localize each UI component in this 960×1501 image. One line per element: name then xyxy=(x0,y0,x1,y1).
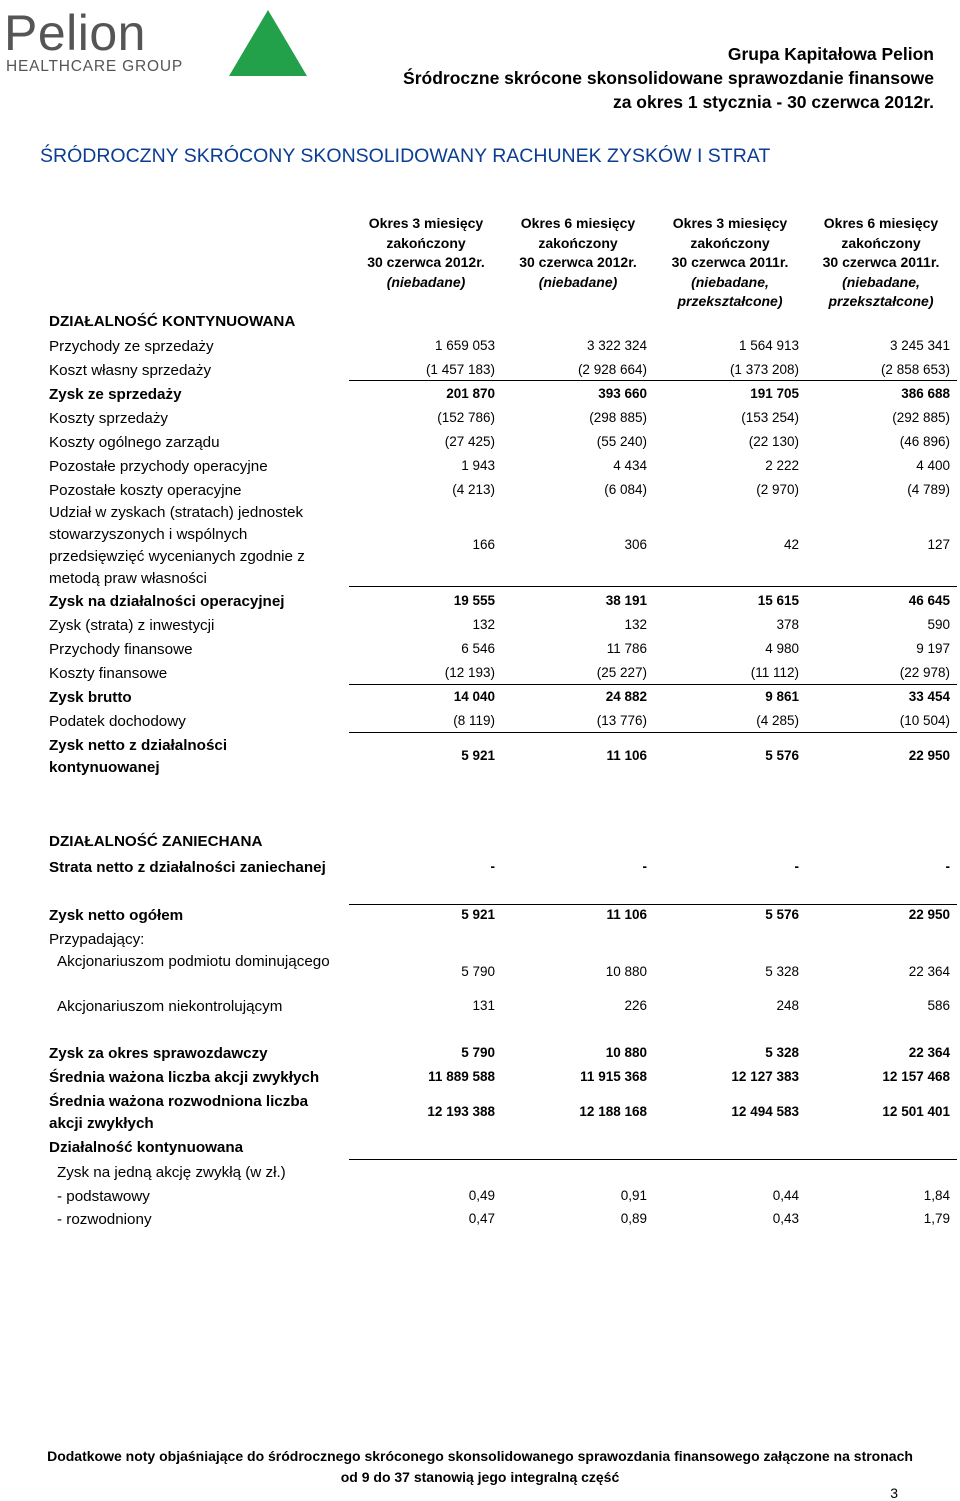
row-value: (152 786) xyxy=(437,410,495,425)
row-value: 5 576 xyxy=(765,907,799,922)
row-value: 11 915 368 xyxy=(580,1069,647,1084)
row-label: Zysk (strata) z inwestycji xyxy=(49,617,215,634)
col-line: 30 czerwca 2011r. xyxy=(822,254,940,270)
row-label: Akcjonariuszom podmiotu dominującego xyxy=(57,953,330,970)
row-value: (1 373 208) xyxy=(729,362,799,377)
row-value: 0,44 xyxy=(772,1188,799,1203)
row-value: 131 xyxy=(472,998,495,1013)
row-value: 5 328 xyxy=(765,964,799,979)
row-label: Pozostałe przychody operacyjne xyxy=(49,458,268,475)
row-value: 393 660 xyxy=(598,386,647,401)
row-value: 5 790 xyxy=(461,1045,495,1060)
row-value: 386 688 xyxy=(901,386,950,401)
row-value: - xyxy=(642,859,647,874)
row-value: 6 546 xyxy=(461,641,495,656)
row-value: 14 040 xyxy=(453,689,495,704)
col-line: 30 czerwca 2012r. xyxy=(367,254,485,270)
row-value: (12 193) xyxy=(444,665,495,680)
col-line: 30 czerwca 2012r. xyxy=(519,254,637,270)
col-line: 30 czerwca 2011r. xyxy=(671,254,789,270)
row-value: (1 457 183) xyxy=(425,362,495,377)
row-value: 127 xyxy=(927,537,950,552)
row-label: Zysk na działalności operacyjnej xyxy=(49,593,285,610)
row-value: - xyxy=(794,859,799,874)
row-value: 24 882 xyxy=(605,689,647,704)
row-value: 9 861 xyxy=(765,689,799,704)
row-value: (2 970) xyxy=(756,482,799,497)
col-line: przekształcone) xyxy=(677,293,783,309)
row-value: 4 434 xyxy=(613,458,647,473)
row-label: Przypadający: xyxy=(49,931,145,948)
row-value: 590 xyxy=(927,617,950,632)
row-value: 12 127 383 xyxy=(731,1069,799,1084)
col-line: Okres 3 miesięcy xyxy=(368,215,484,231)
row-label: Podatek dochodowy xyxy=(49,713,186,730)
row-value: 1,79 xyxy=(923,1211,950,1226)
row-label: Średnia ważona liczba akcji zwykłych xyxy=(49,1069,320,1086)
row-label: Działalność kontynuowana xyxy=(49,1139,244,1156)
row-label: - rozwodniony xyxy=(57,1211,152,1228)
header-period: za okres 1 stycznia - 30 czerwca 2012r. xyxy=(612,92,934,112)
row-value: 2 222 xyxy=(765,458,799,473)
footer-line: od 9 do 37 stanowią jego integralną część xyxy=(340,1469,620,1485)
col-line: Okres 6 miesięcy xyxy=(520,215,636,231)
row-value: 5 328 xyxy=(765,1045,799,1060)
row-value: 4 980 xyxy=(765,641,799,656)
row-value: 191 705 xyxy=(750,386,799,401)
row-value: (4 285) xyxy=(756,713,799,728)
row-value: (10 504) xyxy=(899,713,950,728)
row-value: 12 157 468 xyxy=(882,1069,950,1084)
row-value: 1 659 053 xyxy=(434,338,495,353)
col-line: Okres 3 miesięcy xyxy=(672,215,788,231)
row-value: 0,49 xyxy=(468,1188,495,1203)
row-value: 226 xyxy=(624,998,647,1013)
row-value: 15 615 xyxy=(757,593,799,608)
row-value: (298 885) xyxy=(589,410,647,425)
row-value: 0,91 xyxy=(620,1188,647,1203)
col-line: (niebadane) xyxy=(538,273,618,290)
row-label: Średnia ważona rozwodniona liczba akcji zwykłych xyxy=(49,1093,309,1132)
row-value: 5 576 xyxy=(765,748,799,763)
row-value: 11 786 xyxy=(606,641,647,656)
row-value: 12 188 168 xyxy=(579,1104,647,1119)
row-value: 4 400 xyxy=(916,458,950,473)
row-value: 12 501 401 xyxy=(882,1104,950,1119)
row-value: (11 112) xyxy=(750,665,799,680)
page-number: 3 xyxy=(890,1485,898,1501)
row-label: Strata netto z działalności zaniechanej xyxy=(49,859,326,876)
row-value: 1 564 913 xyxy=(738,338,799,353)
row-value: 22 364 xyxy=(908,964,950,979)
row-value: 10 880 xyxy=(605,964,647,979)
row-label: Koszty sprzedaży xyxy=(49,410,169,427)
section-discontinued: DZIAŁALNOŚĆ ZANIECHANA xyxy=(49,833,263,850)
row-value: 378 xyxy=(776,617,799,632)
row-value: - xyxy=(490,859,495,874)
footer-note xyxy=(0,1446,960,1488)
row-label: Przychody finansowe xyxy=(49,641,193,658)
row-value: 1 943 xyxy=(461,458,495,473)
row-value: 46 645 xyxy=(908,593,950,608)
row-value: 1,84 xyxy=(923,1188,950,1203)
row-value: 10 880 xyxy=(605,1045,647,1060)
row-value: 19 555 xyxy=(453,593,495,608)
row-value: 38 191 xyxy=(605,593,647,608)
row-value: 0,47 xyxy=(468,1211,495,1226)
row-value: (153 254) xyxy=(741,410,799,425)
row-value: 42 xyxy=(783,537,799,552)
col-line: zakończony xyxy=(841,234,921,251)
row-label: Zysk ze sprzedaży xyxy=(49,386,182,403)
row-value: 12 193 388 xyxy=(427,1104,495,1119)
row-value: (22 978) xyxy=(899,665,950,680)
row-value: (55 240) xyxy=(596,434,647,449)
row-value: (2 928 664) xyxy=(577,362,647,377)
row-value: 0,43 xyxy=(772,1211,799,1226)
col-line: zakończony xyxy=(690,234,770,251)
row-label: Udział w zyskach (stratach) jednostek stowarzyszonych i wspólnych przedsięwzięć wycenianych zgodnie z metodą praw własności xyxy=(49,504,305,587)
col-line: (niebadane, xyxy=(842,273,920,290)
row-value: 5 921 xyxy=(461,748,495,763)
row-label: Koszty ogólnego zarządu xyxy=(49,434,220,451)
row-label: Koszt własny sprzedaży xyxy=(49,362,212,379)
row-label: Zysk za okres sprawozdawczy xyxy=(49,1045,268,1062)
logo-subtitle: HEALTHCARE GROUP xyxy=(6,58,184,75)
row-label: Zysk netto ogółem xyxy=(49,907,184,924)
row-value: (27 425) xyxy=(444,434,495,449)
row-label: Pozostałe koszty operacyjne xyxy=(49,482,242,499)
row-value: 12 494 583 xyxy=(731,1104,799,1119)
row-value: (292 885) xyxy=(892,410,950,425)
row-label: - podstawowy xyxy=(57,1188,150,1205)
col-line: zakończony xyxy=(386,234,466,251)
row-label: Zysk na jedną akcję zwykłą (w zł.) xyxy=(57,1164,286,1181)
row-value: 132 xyxy=(624,617,647,632)
row-value: 22 364 xyxy=(908,1045,950,1060)
row-value: 11 889 588 xyxy=(428,1069,495,1084)
row-value: (25 227) xyxy=(596,665,647,680)
row-value: 306 xyxy=(624,537,647,552)
row-label: Przychody ze sprzedaży xyxy=(49,338,214,355)
row-value: 33 454 xyxy=(908,689,950,704)
row-value: 11 106 xyxy=(606,748,647,763)
row-value: 0,89 xyxy=(620,1211,647,1226)
row-value: 586 xyxy=(927,998,950,1013)
row-label: Akcjonariuszom niekontrolującym xyxy=(57,998,283,1015)
row-value: 248 xyxy=(776,998,799,1013)
header-report-type: Śródroczne skrócone skonsolidowane sprawozdanie finansowe xyxy=(403,68,934,88)
row-value: (2 858 653) xyxy=(880,362,950,377)
row-value: 5 921 xyxy=(461,907,495,922)
row-value: (4 213) xyxy=(452,482,495,497)
row-value: 22 950 xyxy=(908,907,950,922)
col-line: (niebadane) xyxy=(386,273,466,290)
row-value: (46 896) xyxy=(899,434,950,449)
row-value: (8 119) xyxy=(453,713,495,728)
row-value: (22 130) xyxy=(748,434,799,449)
row-value: 22 950 xyxy=(908,748,950,763)
col-line: (niebadane, xyxy=(691,273,769,290)
col-line: Okres 6 miesięcy xyxy=(823,215,939,231)
row-value: 201 870 xyxy=(446,386,495,401)
section-continuing: DZIAŁALNOŚĆ KONTYNUOWANA xyxy=(49,313,296,330)
row-value: 9 197 xyxy=(916,641,950,656)
col-line: przekształcone) xyxy=(828,293,934,309)
header-company: Grupa Kapitałowa Pelion xyxy=(727,44,934,64)
row-value: 3 245 341 xyxy=(889,338,950,353)
row-value: 132 xyxy=(472,617,495,632)
row-value: 166 xyxy=(472,537,495,552)
footer-line: Dodatkowe noty objaśniające do śródrocznego skróconego skonsolidowanego sprawozdania finansowego załączone na stronach xyxy=(47,1448,913,1464)
col-line: zakończony xyxy=(538,234,618,251)
logo-name: Pelion xyxy=(4,5,146,61)
row-value: (6 084) xyxy=(604,482,647,497)
row-label: Koszty finansowe xyxy=(49,665,168,682)
row-label: Zysk brutto xyxy=(49,689,132,706)
row-value: 3 322 324 xyxy=(586,338,647,353)
row-label: Zysk netto z działalności kontynuowanej xyxy=(49,737,228,776)
row-value: (13 776) xyxy=(596,713,647,728)
page-title: ŚRÓDROCZNY SKRÓCONY SKONSOLIDOWANY RACHUNEK ZYSKÓW I STRAT xyxy=(40,145,771,167)
row-value: 5 790 xyxy=(461,964,495,979)
row-value: - xyxy=(945,859,950,874)
row-value: 11 106 xyxy=(606,907,647,922)
row-value: (4 789) xyxy=(907,482,950,497)
